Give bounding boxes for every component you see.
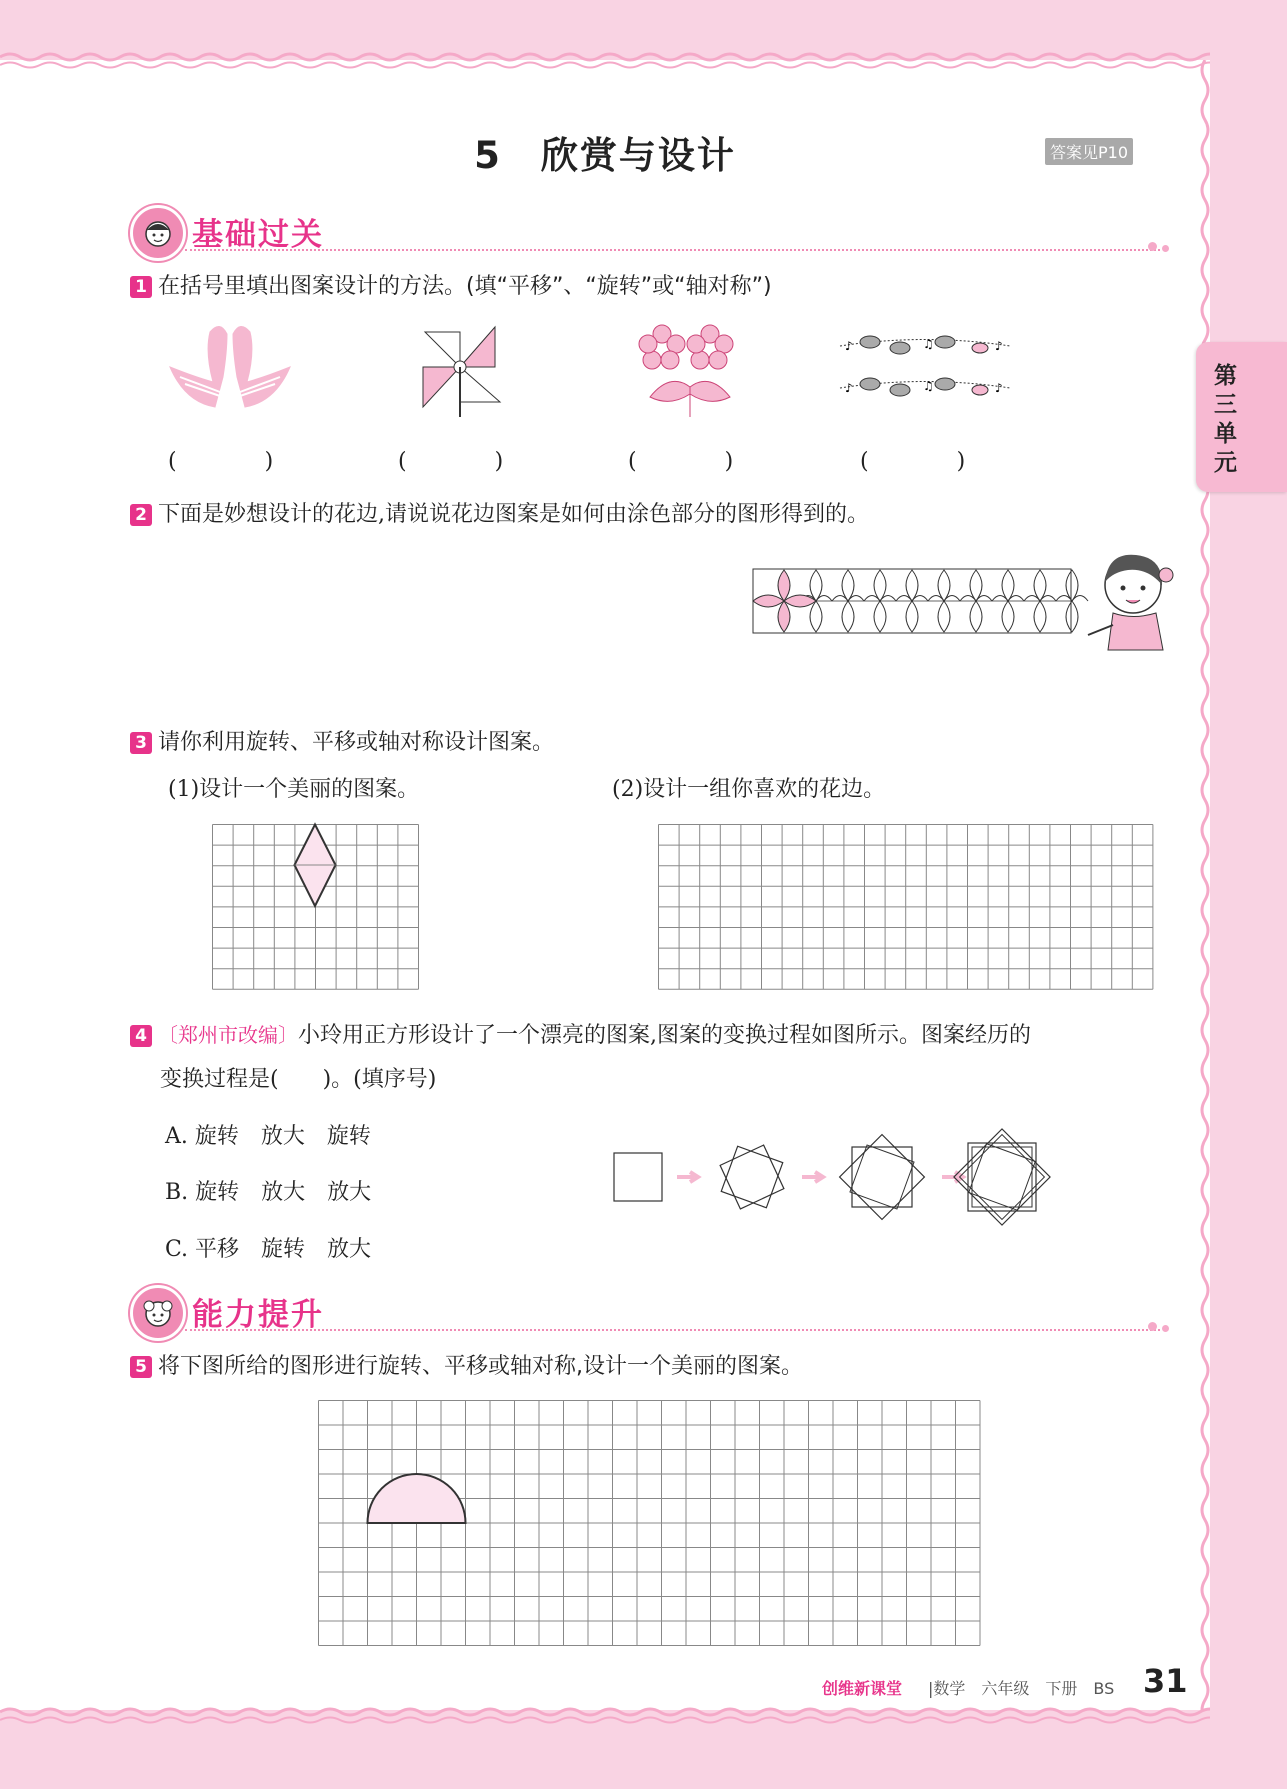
flower-pattern-figure: [640, 322, 740, 422]
svg-text:♫: ♫: [923, 337, 934, 351]
side-wave-border: [1195, 60, 1225, 1710]
option-b[interactable]: B. 旋转 放大 放大: [165, 1180, 372, 1205]
question-number: 3: [130, 732, 152, 754]
decor-dot: [1162, 1325, 1169, 1332]
square-transformation-figure: [612, 1122, 1092, 1232]
page-title: 5 欣赏与设计: [474, 134, 736, 177]
question-text: 小玲用正方形设计了一个漂亮的图案,图案的变换过程如图所示。图案经历的: [298, 1023, 1031, 1048]
question-number: 5: [130, 1356, 152, 1378]
svg-text:♪: ♪: [845, 339, 853, 353]
swan-pattern-figure: [165, 322, 295, 422]
question-1: [130, 272, 772, 302]
decor-dot: [1148, 1322, 1157, 1331]
badge-icon: [130, 205, 186, 261]
bottom-wave-border: [0, 1700, 1210, 1730]
answer-blank-1[interactable]: ( ): [168, 449, 274, 474]
question-source: 〔郑州市改编〕: [158, 1023, 298, 1047]
svg-text:♫: ♫: [923, 379, 934, 393]
question-4-text-2: 变换过程是( )。(填序号): [160, 1067, 437, 1092]
question-text: 在括号里填出图案设计的方法。(填“平移”、“旋转”或“轴对称”): [158, 274, 772, 299]
option-c[interactable]: C. 平移 旋转 放大: [165, 1237, 372, 1262]
lace-border-figure: [752, 568, 1072, 634]
design-grid-3[interactable]: [318, 1400, 982, 1646]
section-divider: [185, 249, 1160, 251]
question-2: [130, 500, 869, 530]
svg-text:♪: ♪: [995, 339, 1003, 353]
section-basic-title: 基础过关: [192, 217, 324, 253]
section-divider: [185, 1329, 1160, 1331]
footer-info: |数学 六年级 下册 BS: [928, 1679, 1115, 1698]
question-3-sub-2: (2)设计一组你喜欢的花边。: [612, 777, 886, 802]
answer-reference: 答案见P10: [1045, 138, 1133, 165]
question-text: 将下图所给的图形进行旋转、平移或轴对称,设计一个美丽的图案。: [158, 1354, 803, 1379]
question-number: 1: [130, 276, 152, 298]
section-advanced-title: 能力提升: [192, 1297, 324, 1333]
question-3-sub-1: (1)设计一个美丽的图案。: [168, 777, 420, 802]
section-basic-header: [130, 205, 1170, 255]
pinwheel-figure: [415, 322, 505, 417]
question-3: [130, 728, 554, 758]
svg-text:♪: ♪: [995, 381, 1003, 395]
option-a[interactable]: A. 旋转 放大 旋转: [165, 1124, 371, 1149]
answer-blank-2[interactable]: ( ): [398, 449, 504, 474]
question-5: [130, 1352, 803, 1382]
section-advanced-header: [130, 1285, 1170, 1335]
badge-icon: [130, 1285, 186, 1341]
decor-dot: [1162, 245, 1169, 252]
footer-brand: 创维新课堂: [822, 1679, 903, 1698]
question-number: 2: [130, 504, 152, 526]
svg-text:♪: ♪: [845, 381, 853, 395]
unit-tab[interactable]: [1196, 342, 1287, 492]
decor-dot: [1148, 242, 1157, 251]
girl-character-figure: [1078, 540, 1178, 655]
unit-tab-label: 第三单元: [1214, 363, 1237, 476]
design-grid-1[interactable]: [212, 824, 420, 990]
top-wave-border: [0, 45, 1210, 75]
answer-blank-3[interactable]: ( ): [628, 449, 734, 474]
question-text: 下面是妙想设计的花边,请说说花边图案是如何由涂色部分的图形得到的。: [158, 502, 869, 527]
answer-blank-4[interactable]: ( ): [860, 449, 966, 474]
question-text: 请你利用旋转、平移或轴对称设计图案。: [158, 730, 555, 755]
character-face-icon: [141, 216, 175, 250]
question-4: [130, 1020, 1031, 1051]
design-grid-2[interactable]: [658, 824, 1154, 990]
question-number: 4: [130, 1025, 152, 1047]
character-face-icon: [141, 1296, 175, 1330]
leaf-border-figure: [835, 328, 1015, 418]
page-number: 31: [1143, 1662, 1188, 1700]
semicircle-shape: [368, 1474, 466, 1523]
